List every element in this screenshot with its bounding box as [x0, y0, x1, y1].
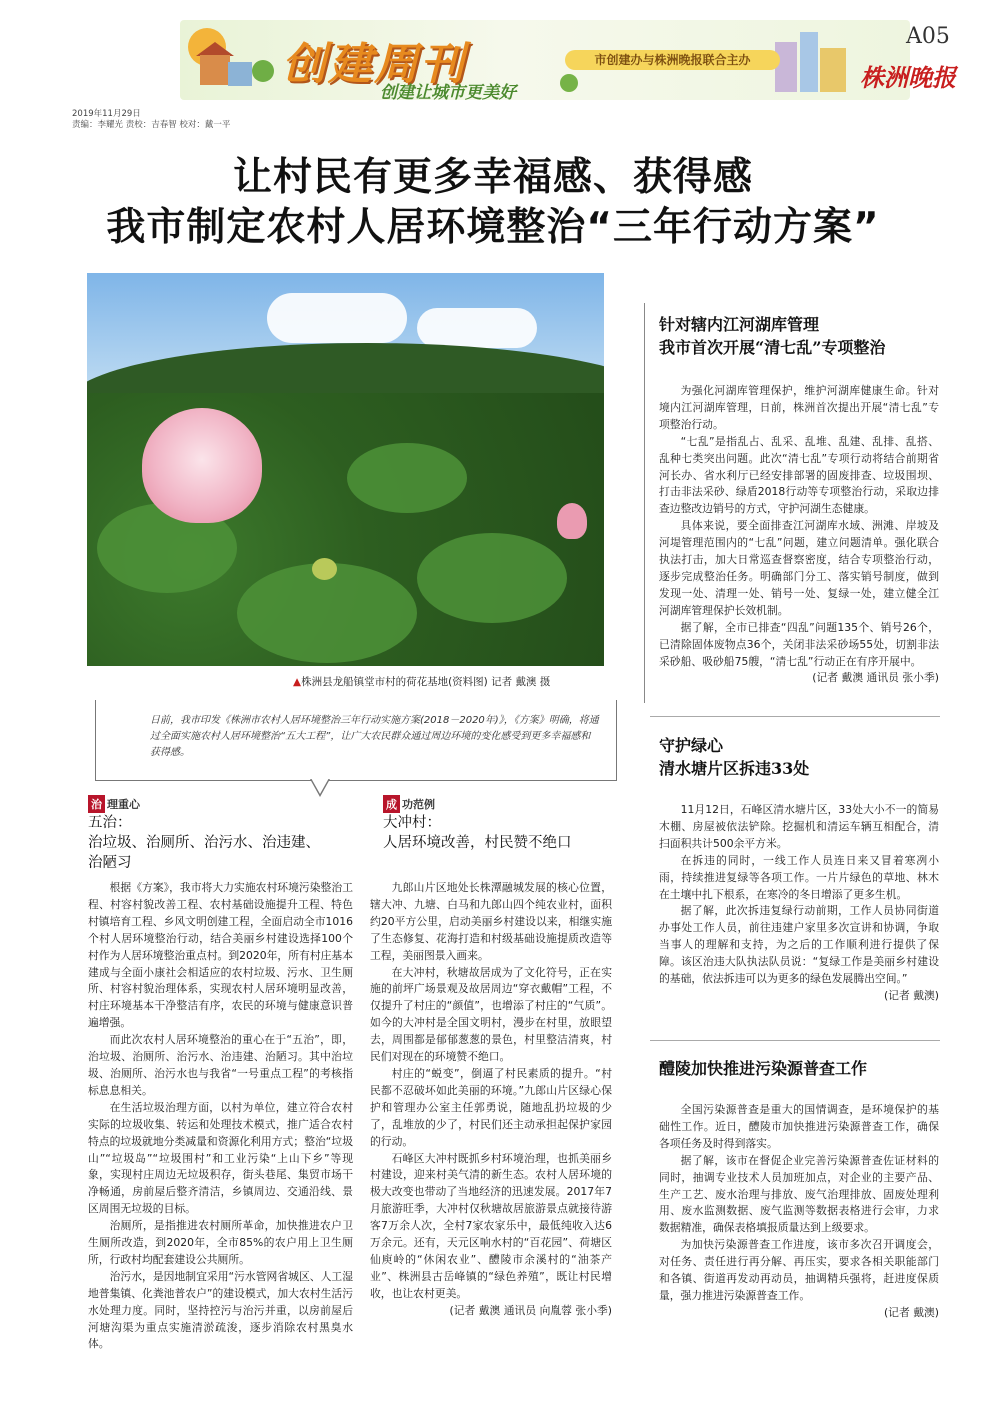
building-illustration-icon: [820, 48, 846, 92]
section-label-governance: [88, 795, 140, 813]
article-title-line: 守护绿心: [659, 736, 724, 755]
editor-credits: 责编：李耀光 责校：吉春智 校对：戴一平: [72, 120, 231, 130]
paragraph: 全国污染源普查是重大的国情调查，是环境保护的基础性工作。近日，醴陵市加快推进污染源普查工作，确保各项任务及时得到落实。: [659, 1103, 939, 1150]
newspaper-logo: 株洲晚报: [860, 63, 956, 92]
photo-lotus-flower: [142, 408, 262, 523]
section-title-line: 人居环境改善，村民赞不绝口: [383, 835, 572, 851]
article-title-line: 醴陵加快推进污染源普查工作: [659, 1059, 868, 1078]
photo-leaf: [417, 533, 567, 623]
building-illustration-icon: [775, 42, 797, 92]
house-roof-icon: [196, 42, 234, 56]
section-title-example: [383, 813, 623, 853]
photo-cloud: [417, 308, 537, 348]
section-title-line: 五治：: [88, 815, 132, 831]
paragraph: 治污水，是因地制宜采用“污水管网省城区、人工湿地普集镇、化粪池普农户”的建设模式，加大农村生活污水处理力度。同时，坚持控污与治污并重，以房前屋后河塘沟渠为重点实施清淤疏浚，逐步消除农村黑臭水体。: [88, 1269, 353, 1351]
section-banner-title: 创建周刊: [282, 39, 466, 90]
paragraph: 具体来说，要全面排查江河湖库水域、洲滩、岸坡及河堤管理范围内的“七乱”问题，建立问题清单。强化联合执法打击，加大日常巡查督察密度，结合专项整治行动，逐步完成整治任务。明确部门分工、落实销号制度，做到发现一处、清理一处、销号一处、复绿一处，建立健全江河湖库管理保护长效机制。: [659, 519, 939, 617]
governance-article-body: [88, 880, 353, 1353]
paragraph: 根据《方案》，我市将大力实施农村环境污染整治工程、村容村貌改善工程、农村基础设施提升工程、特色村镇培育工程、乡风文明创建工程，全面启动全市1016个村人居环境整治行动，结合美丽乡村建设选择100个村作为人居环境整治重点村。到2020年，所有村庄基本建成与全面小康社会相适应的农村垃圾、污水、卫生厕所、村容村貌治理体系，实现农村人居环境明显改善，村庄环境基本干净整洁有序，农民的环境与健康意识普遍增强。: [88, 881, 354, 1030]
house-illustration-icon: [200, 55, 230, 85]
photo-cloud: [267, 293, 407, 343]
article-divider: [650, 716, 940, 717]
article-title-rivers: [659, 313, 959, 359]
article-title-demolition: [659, 734, 959, 780]
article-title-pollution: [659, 1057, 959, 1080]
photo-lotus-bud: [557, 503, 587, 539]
section-label-rest: 功范例: [402, 798, 435, 811]
photo-seed-pod: [312, 558, 337, 580]
paragraph: 九郎山片区地处长株潭融城发展的核心位置，辖大冲、九塘、白马和九郎山四个纯农业村，面积约20平方公里，启动美丽乡村建设以来，相继实施了生态修复、花海打造和村级基础设施提质改造等工程，美丽图景入画来。: [370, 881, 612, 962]
paragraph: 11月12日，石峰区清水塘片区，33处大小不一的简易木棚、房屋被依法铲除。挖掘机和清运车辆互相配合，清扫面积共计500余平方米。: [659, 803, 939, 850]
paragraph: “七乱”是指乱占、乱采、乱堆、乱建、乱排、乱搭、乱种七类突出问题。此次“清七乱”专项行动将结合前期省河长办、省水利厅已经安排部署的固废排查、垃圾围坝、打击非法采砂、绿盾2018行动等专项整治行动，采取边排查边整改边销号的方式，守护河湖生态健康。: [659, 434, 939, 516]
rivers-article-body: [659, 383, 939, 687]
example-article-body: [370, 880, 612, 1320]
paragraph: 据了解，全市已排查“四乱”问题135个、销号26个，已清除固体废物点36个，关闭非法采砂场55处，切割非法采砂船、吸砂船75艘，“清七乱”行动正在有序开展中。: [659, 620, 939, 668]
photo-caption: [293, 674, 550, 689]
building-illustration-icon: [800, 32, 818, 92]
column-divider: [644, 303, 645, 703]
caption-text: 株洲县龙船镇堂市村的荷花基地(资料图) 记者 戴澳 摄: [301, 676, 551, 688]
section-title-governance: [88, 813, 358, 873]
tree-illustration-icon: [252, 60, 274, 82]
lotus-field-photo: [87, 273, 604, 666]
paragraph: 据了解，此次拆违复绿行动前期，工作人员协同街道办事处工作人员，前往违建户家里多次宣讲和协调，争取当事人的理解和支持，为之后的工作顺利进行提供了保障。该区治违大队执法队员说：“复绿工作是美丽乡村建设的基础，依法拆违可以为更多的绿色发展腾出空间。”: [659, 904, 939, 986]
article-title-line: 清水塘片区拆违33处: [659, 759, 810, 778]
paragraph: 在生活垃圾治理方面，以村为单位，建立符合农村实际的垃圾收集、转运和处理技术模式，推广适合农村特点的垃圾就地分类减量和资源化利用方式；整治“垃圾山”“垃圾岛”“垃圾围村”和工业污染“上山下乡”等现象，实现村庄周边无垃圾积存，街头巷尾、集贸市场干净畅通，房前屋后整齐清洁，乡镇周边、交通沿线、景区周围无垃圾的目标。: [88, 1100, 353, 1216]
paragraph: 村庄的“蜕变”，倒逼了村民素质的提升。“村民都不忍破坏如此美丽的环境。”九郎山片区绿心保护和管理办公室主任郭勇说，随地乱扔垃圾的少了，乱堆放的少了，村民们还主动承担起保护家园的行动。: [370, 1066, 612, 1148]
demolition-article-body: [659, 802, 939, 1005]
paragraph: 在大冲村，秋塘故居成为了文化符号，正在实施的前坪广场景观及故居周边“穿衣戴帽”工程，不仅提升了村庄的“颜值”，也增添了村庄的“气质”。如今的大冲村是全国文明村，漫步在村里，放眼望去，周围都是郁郁葱葱的景色，村里整洁清爽，村民们对现在的环境赞不绝口。: [370, 965, 612, 1064]
callout-notch-inner: [311, 778, 329, 794]
masthead: [0, 0, 986, 135]
article-byline: (记者 戴澳): [883, 1305, 939, 1319]
article-title-line: 我市首次开展“清七乱”专项整治: [659, 338, 886, 357]
paragraph: 为强化河湖库管理保护，维护河湖库健康生命。针对境内江河湖库管理，日前，株洲首次提出开展“清七乱”专项整治行动。: [659, 384, 939, 431]
section-title-line: 大冲村：: [383, 815, 441, 831]
paragraph: 据了解，该市在督促企业完善污染源普查佐证材料的同时，抽调专业技术人员加班加点，对企业的主要产品、生产工艺、废水治理与排放、废气治理排放、固废处理利用、废水监测数据、废气监测等数据表格进行会审，力求数据精准，确保表格填报质量达到上级要求。: [659, 1153, 939, 1235]
paragraph: 治厕所，是指推进农村厕所革命，加快推进农户卫生厕所改造，到2020年，全市85%的农户用上卫生厕所，行政村均配套建设公共厕所。: [88, 1219, 353, 1266]
section-title-line: 治陋习: [88, 855, 132, 871]
page-number: A05: [906, 24, 950, 49]
paragraph: 在拆违的同时，一线工作人员连日来又冒着寒冽小雨，持续推进复绿等各项工作。一片片绿色的草地、林木在土壤中扎下根系，在寒冷的冬日增添了更多生机。: [659, 853, 939, 901]
paragraph: 而此次农村人居环境整治的重心在于“五治”，即，治垃圾、治厕所、治污水、治违建、治陋习。其中治垃圾、治厕所、治污水也与我省“一号重点工程”的考核指标息息相关。: [88, 1033, 353, 1097]
section-title-line: 治垃圾、治厕所、治污水、治违建、: [88, 835, 320, 851]
main-headline-line1: 让村民有更多幸福感、获得感: [232, 155, 753, 200]
article-title-line: 针对辖内江河湖库管理: [659, 315, 820, 334]
article-byline: (记者 戴澳 通讯员 张小季): [812, 671, 939, 685]
house-illustration-icon: [228, 62, 252, 86]
article-byline: (记者 戴澳 通讯员 向胤蓉 张小季): [449, 1303, 612, 1317]
section-label-rest: 理重心: [107, 798, 140, 811]
photo-leaf: [347, 443, 467, 513]
section-label-example: [383, 795, 435, 813]
intro-paragraph: 日前，我市印发《株洲市农村人居环境整治三年行动实施方案(2018－2020年)》，《方案》明确，将通过全面实施农村人居环境整治“五大工程”，让广大农民群众通过周边环境的变化感受到更多幸福感和获得感。: [150, 715, 599, 758]
pollution-article-body: [659, 1102, 939, 1322]
section-banner-slogan: 创建让城市更美好: [380, 83, 516, 103]
tree-illustration-icon: [560, 74, 578, 92]
paragraph: 石峰区大冲村既抓乡村环境治理，也抓美丽乡村建设，迎来村美气清的新生态。农村人居环境的极大改变也带动了当地经济的迅速发展。2017年7月旅游旺季，大冲村仅秋塘故居旅游景点就接待游客7万余人次，全村7家农家乐中，最低纯收入达6万余元。还有，天元区响水村的“百花园”、荷塘区仙庾岭的“休闲农业”、醴陵市余溪村的“油茶产业”、株洲县古岳峰镇的“绿色养殖”，既让村民增收，也让农村更美。: [370, 1151, 612, 1300]
section-label-box: 治: [88, 795, 105, 813]
article-byline: (记者 戴澳): [883, 988, 939, 1002]
section-label-box: 成: [383, 795, 400, 813]
organizer-tag: 市创建办与株洲晚报联合主办: [565, 50, 780, 70]
article-divider: [650, 1040, 940, 1041]
issue-date: 2019年11月29日: [72, 109, 141, 119]
main-headline-line2: 我市制定农村人居环境整治“三年行动方案”: [106, 205, 880, 250]
paragraph: 为加快污染源普查工作进度，该市多次召开调度会，对任务、责任进行再分解、再压实，要求各相关职能部门和各镇、街道再发动再动员，抽调精兵强将，赶进度保质量，强力推进污染源普查工作。: [659, 1238, 939, 1302]
caption-triangle-icon: ▲: [293, 676, 302, 688]
